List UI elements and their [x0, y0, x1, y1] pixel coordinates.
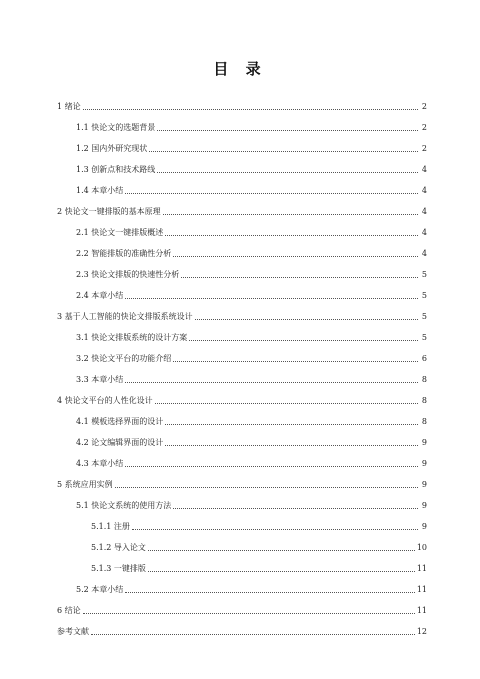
toc-entry-label: 4 快论文平台的人性化设计: [57, 396, 153, 405]
toc-entry-label: 1.3 创新点和技术路线: [76, 165, 156, 174]
toc-entry[interactable]: [76, 350, 427, 364]
toc-entry-page: 8: [421, 417, 427, 426]
dot-leader: [157, 171, 418, 173]
toc-entry-page: 2: [421, 102, 427, 111]
dot-leader: [125, 591, 415, 593]
toc-entry-page: 4: [421, 249, 427, 258]
toc-entry-label: 5 系统应用实例: [57, 480, 113, 489]
toc-entry[interactable]: [76, 329, 427, 343]
toc-entry-label: 5.1.2 导入论文: [91, 543, 146, 552]
dot-leader: [115, 486, 418, 488]
dot-leader: [195, 318, 418, 320]
toc-entry-label: 3 基于人工智能的快论文排版系统设计: [57, 312, 193, 321]
toc-entry-page: 5: [421, 312, 427, 321]
toc-entry-label: 1.2 国内外研究现状: [76, 144, 148, 153]
toc-entry[interactable]: [57, 392, 427, 406]
toc-entry-page: 12: [416, 627, 427, 636]
toc-entry[interactable]: [76, 581, 427, 595]
toc-entry-label: 3.2 快论文平台的功能介绍: [76, 354, 172, 363]
toc-entry-page: 2: [421, 144, 427, 153]
toc-entry[interactable]: [76, 371, 427, 385]
toc-entry[interactable]: [57, 203, 427, 217]
toc-entry[interactable]: [76, 140, 427, 154]
toc-entry-label: 2 快论文一键排版的基本原理: [57, 207, 161, 216]
dot-leader: [132, 528, 418, 530]
dot-leader: [165, 234, 418, 236]
toc-entry[interactable]: [76, 119, 427, 133]
toc-entry-page: 5: [421, 291, 427, 300]
dot-leader: [125, 192, 418, 194]
dot-leader: [155, 402, 418, 404]
dot-leader: [165, 423, 418, 425]
toc-entry[interactable]: [57, 308, 427, 322]
toc-title: 目 录: [213, 60, 267, 78]
toc-entry[interactable]: [76, 455, 427, 469]
toc-entry-label: 1.1 快论文的选题背景: [76, 123, 156, 132]
dot-leader: [173, 507, 418, 509]
toc-entry-page: 11: [416, 585, 427, 594]
toc-entry-page: 8: [421, 396, 427, 405]
toc-entry-label: 5.1.3 一键排版: [91, 564, 146, 573]
toc-entry[interactable]: [76, 434, 427, 448]
toc-entry[interactable]: [76, 245, 427, 259]
dot-leader: [163, 213, 418, 215]
toc-entry-label: 2.4 本章小结: [76, 291, 124, 300]
toc-entry[interactable]: [57, 623, 427, 637]
toc-entry-page: 4: [421, 207, 427, 216]
dot-leader: [148, 549, 415, 551]
toc-entry-page: 11: [416, 564, 427, 573]
toc-entry-page: 4: [421, 186, 427, 195]
toc-entry-label: 参考文献: [57, 627, 89, 636]
dot-leader: [173, 255, 418, 257]
toc-entry-label: 6 结论: [57, 606, 81, 615]
toc-entry-page: 10: [416, 543, 427, 552]
dot-leader: [189, 339, 418, 341]
toc-entry-label: 5.2 本章小结: [76, 585, 124, 594]
toc-entry[interactable]: [91, 539, 427, 553]
toc-entry-page: 9: [421, 459, 427, 468]
toc-entry-label: 3.1 快论文排版系统的设计方案: [76, 333, 188, 342]
toc-entry-label: 4.3 本章小结: [76, 459, 124, 468]
dot-leader: [173, 360, 418, 362]
toc-entry[interactable]: [57, 476, 427, 490]
toc-entry[interactable]: [76, 161, 427, 175]
toc-entry-label: 1.4 本章小结: [76, 186, 124, 195]
toc-entry[interactable]: [91, 518, 427, 532]
dot-leader: [83, 108, 418, 110]
toc-entry-page: 5: [421, 333, 427, 342]
toc-entry-page: 8: [421, 375, 427, 384]
dot-leader: [91, 633, 415, 635]
toc-entry[interactable]: [76, 287, 427, 301]
dot-leader: [148, 570, 415, 572]
dot-leader: [125, 381, 418, 383]
toc-entry-page: 9: [421, 501, 427, 510]
toc-entry-label: 2.2 智能排版的准确性分析: [76, 249, 172, 258]
toc-entry[interactable]: [76, 413, 427, 427]
toc-entry[interactable]: [91, 560, 427, 574]
toc-entry-page: 4: [421, 228, 427, 237]
toc-entry-page: 5: [421, 270, 427, 279]
dot-leader: [83, 612, 415, 614]
toc-entry-page: 2: [421, 123, 427, 132]
dot-leader: [125, 297, 418, 299]
dot-leader: [181, 276, 418, 278]
toc-entry-label: 4.1 模板选择界面的设计: [76, 417, 164, 426]
toc-entry-page: 9: [421, 522, 427, 531]
toc-entry[interactable]: [57, 602, 427, 616]
toc-entry[interactable]: [76, 266, 427, 280]
toc-entry-page: 9: [421, 480, 427, 489]
dot-leader: [157, 129, 418, 131]
dot-leader: [165, 444, 418, 446]
toc-entry[interactable]: [76, 224, 427, 238]
toc-entry-page: 11: [416, 606, 427, 615]
dot-leader: [125, 465, 418, 467]
toc-entry-label: 5.1 快论文系统的使用方法: [76, 501, 172, 510]
toc-entry-label: 2.3 快论文排版的快速性分析: [76, 270, 180, 279]
toc-entry-page: 9: [421, 438, 427, 447]
toc-entry-label: 3.3 本章小结: [76, 375, 124, 384]
toc-entry[interactable]: [76, 497, 427, 511]
dot-leader: [149, 150, 418, 152]
toc-entry[interactable]: [57, 98, 427, 112]
toc-entry-label: 1 绪论: [57, 102, 81, 111]
toc-entry-label: 5.1.1 注册: [91, 522, 130, 531]
toc-entry-label: 2.1 快论文一键排版概述: [76, 228, 164, 237]
toc-entry-page: 6: [421, 354, 427, 363]
toc-entry[interactable]: [76, 182, 427, 196]
toc-entry-label: 4.2 论文编辑界面的设计: [76, 438, 164, 447]
toc-entry-page: 4: [421, 165, 427, 174]
